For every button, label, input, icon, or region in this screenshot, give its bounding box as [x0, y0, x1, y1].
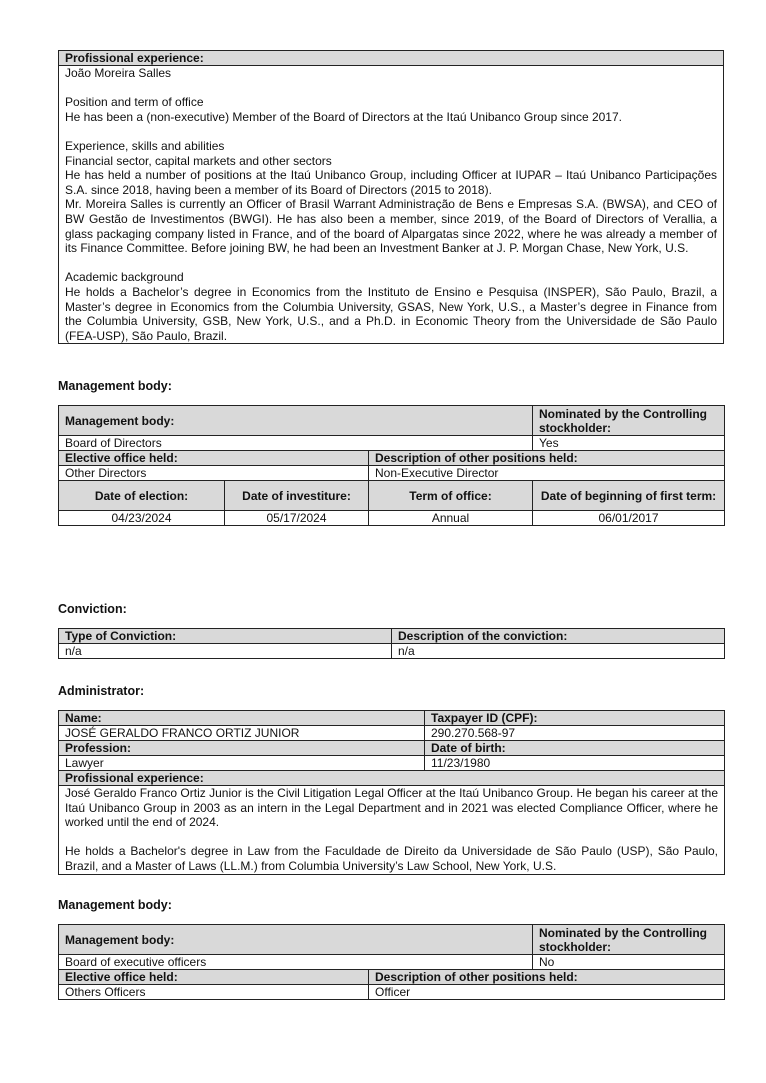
term-of-office-value: Annual	[369, 511, 533, 526]
nominated-label-2: Nominated by the Controlling stockholder:	[533, 925, 725, 955]
experience-heading: Experience, skills and abilities	[65, 138, 225, 153]
management-body-value-2: Board of executive officers	[59, 955, 533, 970]
other-positions-label: Description of other positions held:	[369, 451, 725, 466]
management-body-label: Management body:	[59, 406, 533, 436]
conviction-desc-value: n/a	[392, 644, 725, 659]
admin-profession-value: Lawyer	[59, 756, 425, 771]
experience-body	[59, 66, 724, 344]
elective-office-value-2: Others Officers	[59, 985, 369, 1000]
date-of-investiture-value: 05/17/2024	[225, 511, 369, 526]
admin-experience-paragraph-2: He holds a Bachelor's degree in Law from the Faculdade de Direito da Universidade de São Paulo (USP), São Paulo, Brazil, and a Master of Laws (LL.M.) from Columbia University’s Law School, New York, U.S.	[65, 844, 718, 873]
other-positions-label-2: Description of other positions held:	[369, 970, 725, 985]
conviction-title: Conviction:	[58, 602, 127, 616]
conviction-type-label: Type of Conviction:	[59, 629, 392, 644]
management-body-title-1: Management body:	[58, 379, 172, 393]
nominated-value: Yes	[533, 436, 725, 451]
position-text: He has been a (non-executive) Member of the Board of Directors at the Itaú Unibanco Group since 2017.	[65, 109, 622, 124]
elective-office-label: Elective office held:	[59, 451, 369, 466]
academic-heading: Academic background	[65, 270, 184, 285]
experience-paragraph-1: He has held a number of positions at the Itaú Unibanco Group, including Officer at IUPAR – Itaú Unibanco Participações S.A. since 2018, having been a member of its Board of Directors (2015 to 2018).	[65, 168, 717, 197]
other-positions-value: Non-Executive Director	[369, 466, 725, 481]
term-of-office-label: Term of office:	[369, 481, 533, 511]
administrator-title: Administrator:	[58, 684, 145, 698]
other-positions-value-2: Officer	[369, 985, 725, 1000]
academic-text: He holds a Bachelor’s degree in Economics from the Instituto de Ensino e Pesquisa (INSPER), São Paulo, Brazil, a Master’s degree in Economics from the Columbia University, GSAS, New York, U.S., a Master’s degree in Finance from the Columbia University, GSB, New York, U.S., and a Ph.D. in Economic Theory from the Universidade de São Paulo (FEA-USP), São Paulo, Brazil.	[65, 284, 717, 343]
nominated-label: Nominated by the Controlling stockholder:	[533, 406, 725, 436]
first-term-label: Date of beginning of first term:	[533, 481, 725, 511]
position-heading: Position and term of office	[65, 95, 204, 110]
experience-block-1	[58, 50, 724, 344]
date-of-election-value: 04/23/2024	[59, 511, 225, 526]
conviction-table	[58, 628, 724, 659]
admin-experience-body	[59, 786, 725, 875]
management-body-label-2: Management body:	[59, 925, 533, 955]
admin-name-label: Name:	[59, 711, 425, 726]
experience-header: Profissional experience:	[59, 51, 724, 66]
date-of-election-label: Date of election:	[59, 481, 225, 511]
management-body-title-2: Management body:	[58, 898, 172, 912]
experience-sub: Financial sector, capital markets and other sectors	[65, 153, 332, 168]
conviction-desc-label: Description of the conviction:	[392, 629, 725, 644]
nominated-value-2: No	[533, 955, 725, 970]
admin-cpf-value: 290.270.568-97	[425, 726, 725, 741]
admin-dob-value: 11/23/1980	[425, 756, 725, 771]
experience-paragraph-2: Mr. Moreira Salles is currently an Officer of Brasil Warrant Administração de Bens e Empresas S.A. (BWSA), and CEO of BW Gestão de Investimentos (BWGI). He has also been a member, since 2019, of the Board of Directors of Verallia, a glass packaging company listed in France, and of the board of Alpargatas since 2022, where he was already a member of its Finance Committee. Before joining BW, he had been an Investment Banker at J. P. Morgan Chase, New York, U.S.	[65, 197, 717, 256]
elective-office-label-2: Elective office held:	[59, 970, 369, 985]
admin-profession-label: Profession:	[59, 741, 425, 756]
management-body-value: Board of Directors	[59, 436, 533, 451]
admin-cpf-label: Taxpayer ID (CPF):	[425, 711, 725, 726]
conviction-type-value: n/a	[59, 644, 392, 659]
date-of-investiture-label: Date of investiture:	[225, 481, 369, 511]
management-table-2	[58, 924, 724, 1000]
admin-experience-label: Profissional experience:	[59, 771, 725, 786]
admin-experience-paragraph-1: José Geraldo Franco Ortiz Junior is the Civil Litigation Legal Officer at the Itaú Unibanco Group. He began his career at the Itaú Unibanco Group in 2003 as an intern in the Legal Department and in 2021 was elected Compliance Officer, where he worked until the end of 2024.	[65, 786, 718, 830]
elective-office-value: Other Directors	[59, 466, 369, 481]
administrator-table	[58, 710, 724, 875]
first-term-value: 06/01/2017	[533, 511, 725, 526]
admin-name-value: JOSÉ GERALDO FRANCO ORTIZ JUNIOR	[59, 726, 425, 741]
admin-dob-label: Date of birth:	[425, 741, 725, 756]
management-table-1	[58, 405, 724, 526]
person-name: João Moreira Salles	[65, 66, 172, 80]
